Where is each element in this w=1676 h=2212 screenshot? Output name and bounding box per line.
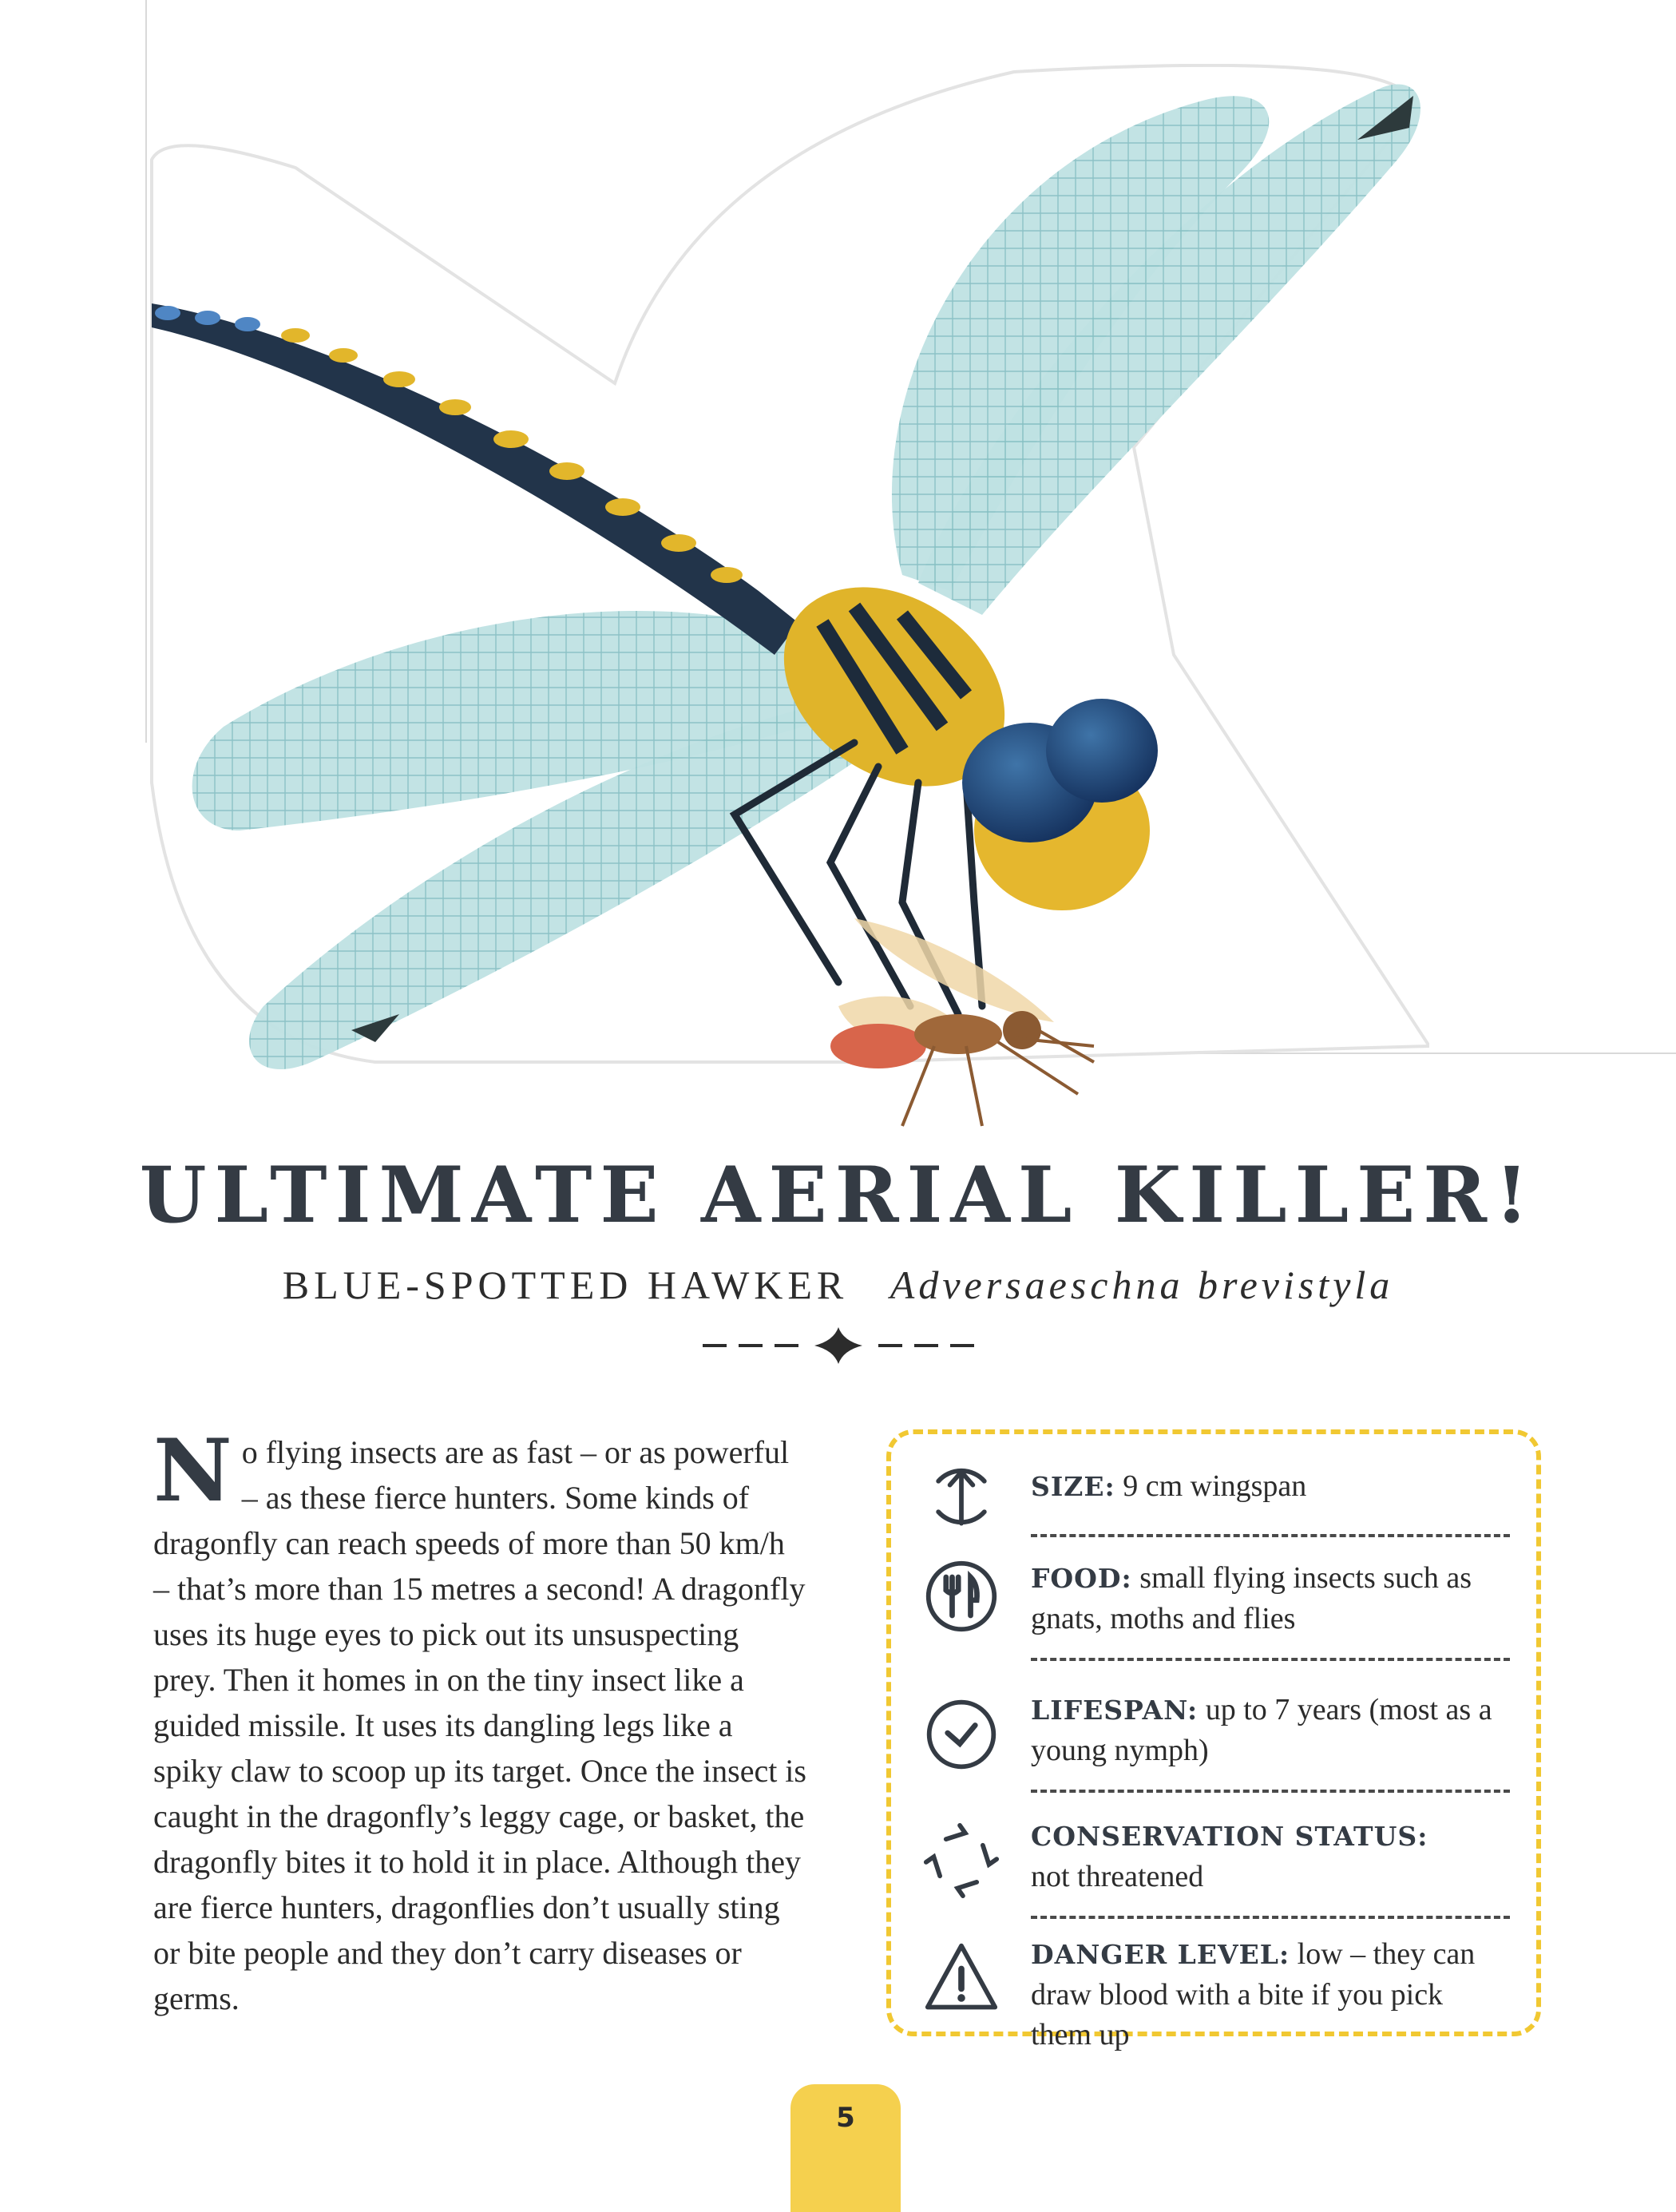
decorative-divider	[695, 1326, 982, 1366]
fact-label: DANGER LEVEL:	[1031, 1939, 1290, 1970]
fact-value: not threatened	[1031, 1860, 1204, 1893]
intro-paragraph	[153, 1421, 808, 2021]
eye	[1046, 699, 1158, 803]
dragonfly-illustration	[136, 64, 1429, 1158]
fact-value: low – they can draw blood with a bite if you pick them up	[1031, 1937, 1476, 2051]
fact-label: CONSERVATION STATUS:	[1031, 1821, 1428, 1852]
page-headline: ULTIMATE AERIAL KILLER!	[139, 1150, 1537, 1240]
species-names	[0, 1262, 1676, 1308]
recycle-arrows-icon	[923, 1822, 1000, 1899]
fact-separator	[1031, 1916, 1510, 1919]
fact-label: SIZE:	[1031, 1471, 1115, 1502]
intro-text: o flying insects are as fast – or as powerful – as these fierce hunters. Some kinds of dragonfly can reach speeds of more than 50 km/h – that’s more than 15 metres a second! A dragonfly uses its huge eyes to pick out its unsuspecting prey. Then it homes in on the tiny insect like a guided missile. It uses its dangling legs like a spiky claw to scoop up its target. Once the insect is caught in the dragonfly’s leggy cage, or basket, the dragonfly bites it to hold it in place. Although they are fierce hunters, dragonflies don’t usually sting or bite people and they don’t carry diseases or germs.	[153, 1434, 806, 2016]
scientific-name: Adversaeschna brevistyla	[890, 1263, 1394, 1307]
size-arrow-icon	[923, 1458, 1000, 1535]
clock-icon	[923, 1696, 1000, 1773]
fact-label: LIFESPAN:	[1031, 1695, 1199, 1726]
fact-value: small flying insects such as gnats, moths and flies	[1031, 1561, 1472, 1635]
page-number-tab	[790, 2084, 901, 2212]
fact-label: FOOD:	[1031, 1563, 1132, 1594]
fact-separator	[1031, 1790, 1510, 1793]
common-name: BLUE-SPOTTED HAWKER	[282, 1263, 849, 1307]
fact-value: 9 cm wingspan	[1123, 1469, 1307, 1503]
page-number: 5	[836, 2102, 855, 2134]
fact-separator	[1031, 1534, 1510, 1537]
fork-knife-icon	[923, 1558, 1000, 1635]
warning-icon	[923, 1940, 1000, 2016]
fact-box	[886, 1429, 1541, 2051]
fact-separator	[1031, 1658, 1510, 1661]
fact-value: up to 7 years (most as a young nymph)	[1031, 1693, 1492, 1767]
drop-cap: N	[153, 1421, 232, 1521]
